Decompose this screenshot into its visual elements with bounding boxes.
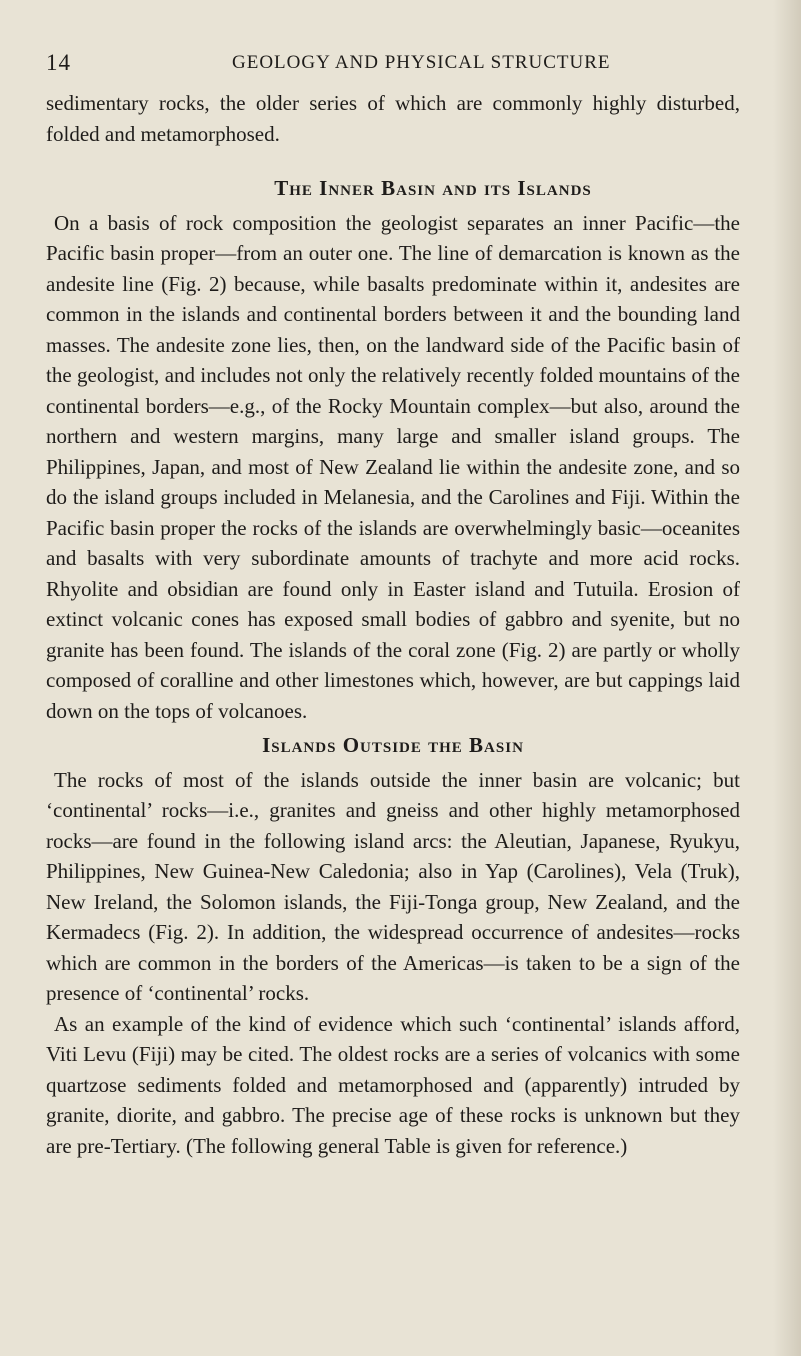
page-edge-shadow [773,0,801,1356]
running-head [46,50,746,80]
page-number: 14 [46,50,71,75]
body-text [46,88,740,1161]
paragraph-inner-basin: On a basis of rock composition the geologist separates an inner Pacific—the Pacific basin proper—from an outer one. The line of demarcation is known as the andesite line (Fig. 2) because, while basalts predominate within it, andesites are common in the islands and continental borders between it and the bounding land masses. The andesite zone lies, then, on the landward side of the Pacific basin of the geologist, and includes not only the relatively recently folded mountains of the continental borders—e.g., of the Rocky Mountain complex—but also, around the northern and western margins, many large and smaller island groups. The Philippines, Japan, and most of New Zealand lie within the andesite zone, and so do the island groups included in Melanesia, and the Carolines and Fiji. Within the Pacific basin proper the rocks of the islands are overwhelmingly basic—oceanites and basalts with very subordinate amounts of trachyte and more acid rocks. Rhyolite and obsidian are found only in Easter island and Tutuila. Erosion of extinct volcanic cones has exposed small bodies of gabbro and syenite, but no granite has been found. The islands of the coral zone (Fig. 2) are partly or wholly composed of coralline and other limestones which, however, are but cappings laid down on the tops of volcanoes. [46,210,740,723]
intro-paragraph: sedimentary rocks, the older series of which are commonly highly disturbed, folded and metamorphosed. [46,91,740,146]
paragraph-outside-basin: The rocks of most of the islands outside the inner basin are volcanic; but ‘continental’ rocks—i.e., granites and gneiss and other highly metamorphosed rocks—are found in the following island arcs: the Aleutian, Japanese, Ryukyu, Philippines, New Guinea-New Caledonia; also in Yap (Carolines), Vela (Truk), New Ireland, the Solomon islands, the Fiji-Tonga group, New Zealand, and the Kermadecs (Fig. 2). In addition, the widespread occurrence of andesites—rocks which are common in the borders of the Americas—is taken to be a sign of the presence of ‘continental’ rocks. [46,767,740,1005]
running-title: GEOLOGY AND PHYSICAL STRUCTURE [232,52,611,73]
paragraph-viti-levu-example: As an example of the kind of evidence which such ‘continental’ islands afford, Viti Levu (Fiji) may be cited. The oldest rocks are a series of volcanics with some quartzose sediments folded and metamorphosed and (apparently) intruded by granite, diorite, and gabbro. The precise age of these rocks is unknown but they are pre-Tertiary. (The following general Table is given for reference.) [46,1011,740,1158]
section-heading-outside-basin: Islands Outside the Basin [262,733,524,757]
section-heading-inner-basin: The Inner Basin and its Islands [274,176,592,200]
